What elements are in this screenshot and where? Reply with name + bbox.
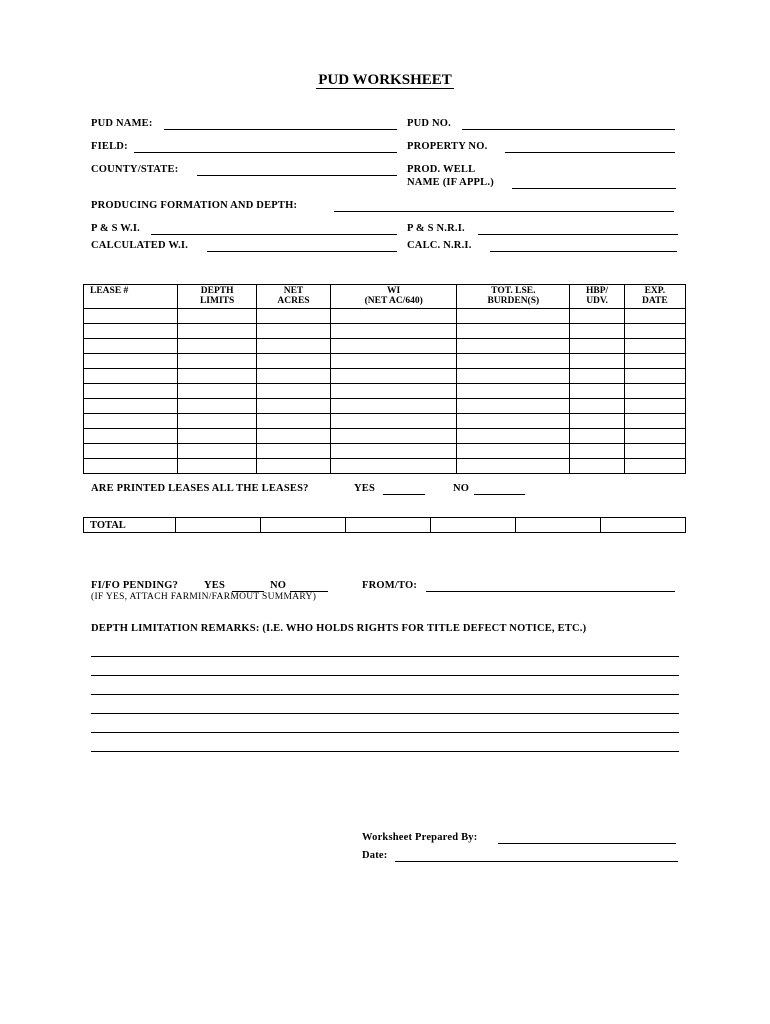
lease-cell[interactable] [331, 369, 457, 384]
producing-formation-label: PRODUCING FORMATION AND DEPTH: [91, 200, 298, 211]
lease-cell[interactable] [256, 399, 330, 414]
header-depth-limits: DEPTH LIMITS [178, 285, 257, 309]
lease-row [84, 354, 686, 369]
lease-cell[interactable] [570, 459, 624, 474]
lease-cell[interactable] [624, 309, 685, 324]
lease-cell[interactable] [178, 309, 257, 324]
prod-well-label-line2: NAME (IF APPL.) [407, 177, 494, 188]
lease-cell[interactable] [84, 459, 178, 474]
prepared-by-field[interactable] [498, 843, 676, 844]
lease-cell[interactable] [84, 399, 178, 414]
lease-cell[interactable] [457, 339, 570, 354]
lease-row [84, 309, 686, 324]
property-no-label: PROPERTY NO. [407, 141, 488, 152]
lease-cell[interactable] [84, 354, 178, 369]
lease-row [84, 414, 686, 429]
lease-cell[interactable] [256, 429, 330, 444]
lease-cell[interactable] [331, 354, 457, 369]
prepared-by-label: Worksheet Prepared By: [362, 832, 478, 843]
header-hbp-udv: HBP/ UDV. [570, 285, 624, 309]
lease-cell[interactable] [178, 444, 257, 459]
total-cell[interactable] [260, 518, 345, 533]
lease-cell[interactable] [331, 459, 457, 474]
lease-table [83, 284, 686, 474]
lease-cell[interactable] [331, 444, 457, 459]
lease-cell[interactable] [457, 429, 570, 444]
header-exp-date: EXP. DATE [624, 285, 685, 309]
lease-cell[interactable] [570, 324, 624, 339]
lease-cell[interactable] [178, 354, 257, 369]
calc-wi-field[interactable] [207, 251, 397, 252]
total-row [84, 518, 686, 533]
lease-cell[interactable] [624, 444, 685, 459]
depth-remarks-label: DEPTH LIMITATION REMARKS: (I.E. WHO HOLDS RIGHTS FOR TITLE DEFECT NOTICE, ETC.) [91, 623, 587, 634]
printed-leases-question: ARE PRINTED LEASES ALL THE LEASES? [91, 483, 309, 494]
page-title: PUD WORKSHEET [318, 72, 452, 88]
lease-cell[interactable] [84, 339, 178, 354]
lease-cell[interactable] [331, 339, 457, 354]
ps-nri-label: P & S N.R.I. [407, 223, 465, 234]
lease-cell[interactable] [457, 324, 570, 339]
total-table [83, 517, 686, 533]
lease-row [84, 429, 686, 444]
header-wi: WI (NET AC/640) [331, 285, 457, 309]
lease-cell[interactable] [624, 399, 685, 414]
calc-nri-field[interactable] [490, 251, 677, 252]
lease-cell[interactable] [570, 309, 624, 324]
field-label: FIELD: [91, 141, 128, 152]
lease-cell[interactable] [256, 339, 330, 354]
total-cell[interactable] [345, 518, 430, 533]
lease-row [84, 444, 686, 459]
pud-no-label: PUD NO. [407, 118, 451, 129]
field-field[interactable] [134, 152, 397, 153]
date-label: Date: [362, 850, 388, 861]
fifo-label: FI/FO PENDING? [91, 580, 179, 591]
county-state-field[interactable] [197, 175, 397, 176]
lease-cell[interactable] [457, 384, 570, 399]
lease-row [84, 369, 686, 384]
lease-cell[interactable] [570, 444, 624, 459]
lease-cell[interactable] [256, 324, 330, 339]
fifo-note: (IF YES, ATTACH FARMIN/FARMOUT SUMMARY) [91, 592, 317, 602]
lease-cell[interactable] [256, 414, 330, 429]
lease-cell[interactable] [256, 354, 330, 369]
printed-leases-no-label: NO [453, 483, 470, 494]
remark-line[interactable] [91, 675, 679, 676]
lease-cell[interactable] [570, 429, 624, 444]
lease-cell[interactable] [178, 429, 257, 444]
remark-line[interactable] [91, 751, 679, 752]
date-field[interactable] [395, 861, 678, 862]
total-cell[interactable] [175, 518, 260, 533]
lease-cell[interactable] [178, 414, 257, 429]
header-burdens: TOT. LSE. BURDEN(S) [457, 285, 570, 309]
fifo-yes-label: YES [204, 580, 226, 591]
header-net-acres: NET ACRES [256, 285, 330, 309]
lease-cell[interactable] [178, 324, 257, 339]
property-no-field[interactable] [505, 152, 675, 153]
lease-cell[interactable] [570, 399, 624, 414]
lease-cell[interactable] [331, 309, 457, 324]
lease-cell[interactable] [84, 324, 178, 339]
calc-nri-label: CALC. N.R.I. [407, 240, 472, 251]
prod-well-field[interactable] [512, 188, 676, 189]
lease-cell[interactable] [457, 459, 570, 474]
total-label: TOTAL [84, 518, 176, 533]
lease-row [84, 339, 686, 354]
lease-cell[interactable] [84, 369, 178, 384]
lease-row [84, 399, 686, 414]
lease-cell[interactable] [256, 459, 330, 474]
prod-well-label-line1: PROD. WELL [407, 164, 476, 175]
lease-cell[interactable] [457, 369, 570, 384]
lease-cell[interactable] [624, 429, 685, 444]
header-lease: LEASE # [84, 285, 178, 309]
from-to-field[interactable] [426, 591, 675, 592]
printed-leases-yes-label: YES [354, 483, 376, 494]
remark-line[interactable] [91, 656, 679, 657]
pud-name-field[interactable] [164, 129, 397, 130]
total-cell[interactable] [430, 518, 515, 533]
lease-cell[interactable] [256, 309, 330, 324]
printed-leases-no-field[interactable] [474, 494, 525, 495]
lease-cell[interactable] [624, 414, 685, 429]
pud-no-field[interactable] [462, 129, 675, 130]
lease-table-header [84, 285, 686, 309]
lease-row [84, 384, 686, 399]
lease-cell[interactable] [457, 309, 570, 324]
lease-cell[interactable] [570, 414, 624, 429]
lease-cell[interactable] [84, 444, 178, 459]
lease-row [84, 324, 686, 339]
total-cell[interactable] [600, 518, 685, 533]
lease-row [84, 459, 686, 474]
lease-cell[interactable] [624, 324, 685, 339]
remark-line[interactable] [91, 694, 679, 695]
lease-cell[interactable] [457, 414, 570, 429]
pud-name-label: PUD NAME: [91, 118, 153, 129]
lease-cell[interactable] [331, 384, 457, 399]
lease-cell[interactable] [256, 384, 330, 399]
lease-cell[interactable] [570, 369, 624, 384]
lease-cell[interactable] [256, 369, 330, 384]
ps-nri-field[interactable] [478, 234, 678, 235]
fifo-no-label: NO [270, 580, 287, 591]
lease-cell[interactable] [570, 339, 624, 354]
from-to-label: FROM/TO: [362, 580, 418, 591]
lease-cell[interactable] [178, 339, 257, 354]
lease-cell[interactable] [624, 369, 685, 384]
lease-cell[interactable] [84, 429, 178, 444]
printed-leases-yes-field[interactable] [383, 494, 425, 495]
lease-cell[interactable] [624, 354, 685, 369]
lease-cell[interactable] [178, 369, 257, 384]
lease-cell[interactable] [624, 339, 685, 354]
producing-formation-field[interactable] [334, 211, 674, 212]
total-cell[interactable] [515, 518, 600, 533]
lease-cell[interactable] [84, 309, 178, 324]
remark-line[interactable] [91, 732, 679, 733]
lease-cell[interactable] [84, 414, 178, 429]
remark-line[interactable] [91, 713, 679, 714]
lease-cell[interactable] [331, 399, 457, 414]
lease-cell[interactable] [457, 444, 570, 459]
lease-cell[interactable] [331, 429, 457, 444]
ps-wi-field[interactable] [151, 234, 397, 235]
lease-cell[interactable] [624, 384, 685, 399]
lease-cell[interactable] [331, 414, 457, 429]
county-state-label: COUNTY/STATE: [91, 164, 179, 175]
lease-cell[interactable] [178, 459, 257, 474]
ps-wi-label: P & S W.I. [91, 223, 140, 234]
lease-cell[interactable] [624, 459, 685, 474]
calc-wi-label: CALCULATED W.I. [91, 240, 189, 251]
lease-cell[interactable] [84, 384, 178, 399]
lease-cell[interactable] [457, 399, 570, 414]
lease-cell[interactable] [457, 354, 570, 369]
lease-cell[interactable] [178, 384, 257, 399]
lease-cell[interactable] [570, 354, 624, 369]
lease-cell[interactable] [331, 324, 457, 339]
lease-cell[interactable] [178, 399, 257, 414]
lease-cell[interactable] [256, 444, 330, 459]
lease-cell[interactable] [570, 384, 624, 399]
